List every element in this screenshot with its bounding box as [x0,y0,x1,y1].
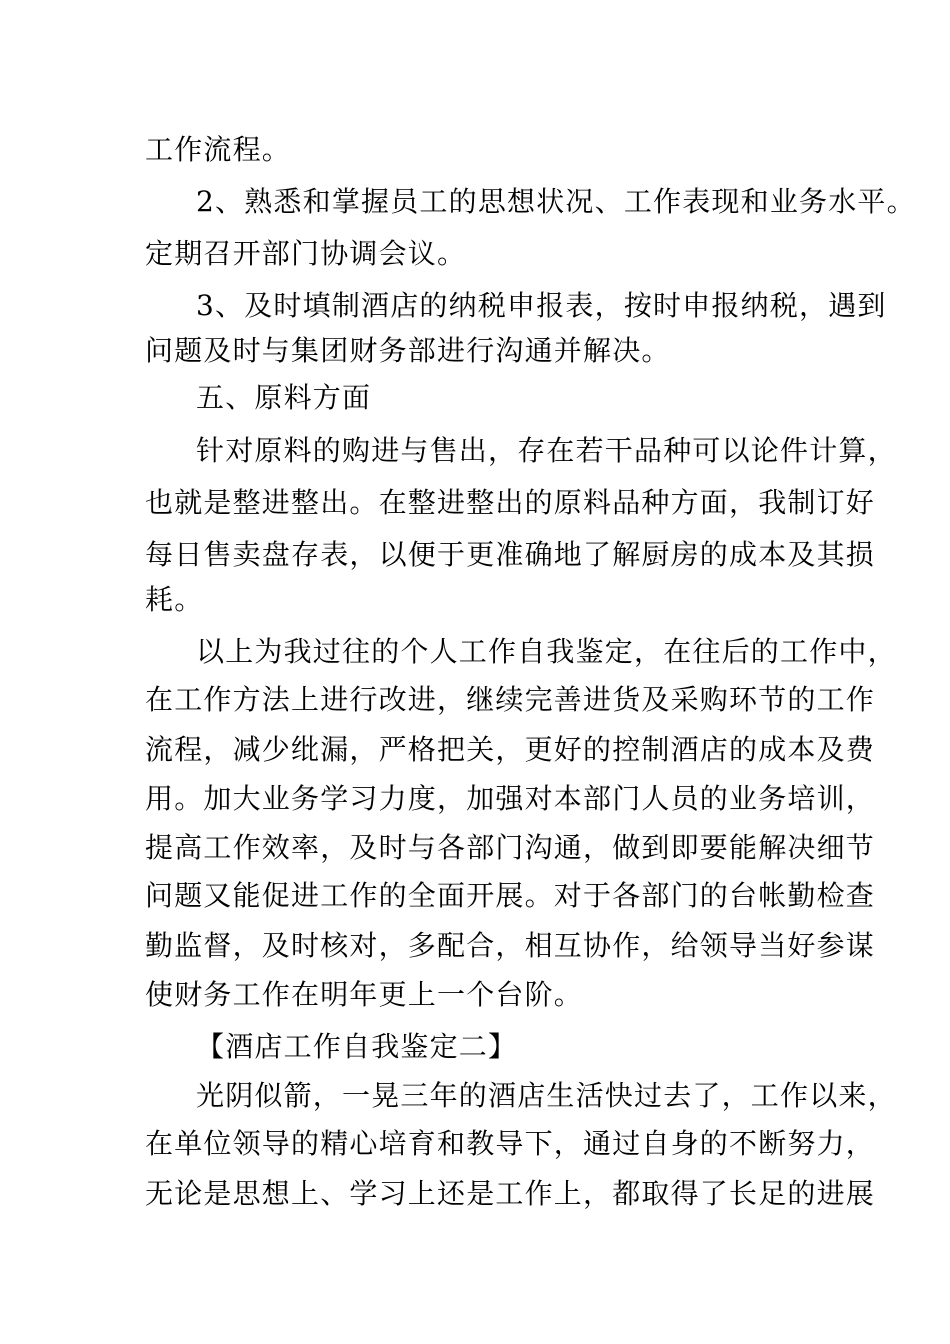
section-heading: 五、原料方面 [196,381,372,414]
text-line: 在工作方法上进行改进，继续完善进货及采购环节的工作 [145,683,876,716]
text-line: 定期召开部门协调会议。 [145,237,467,270]
text-line: 在单位领导的精心培育和教导下，通过自身的不断努力， [145,1127,876,1160]
text-line: 2、熟悉和掌握员工的思想状况、工作表现和业务水平。 [196,185,916,218]
text-line: 光阴似箭，一晃三年的酒店生活快过去了，工作以来， [196,1079,897,1112]
section-heading: 【酒店工作自我鉴定二】 [196,1030,518,1063]
text-line: 针对原料的购进与售出，存在若干品种可以论件计算， [196,434,897,467]
text-line: 工作流程。 [145,133,292,166]
text-line: 每日售卖盘存表，以便于更准确地了解厨房的成本及其损 [145,538,876,571]
text-line: 用。加大业务学习力度，加强对本部门人员的业务培训， [145,782,876,815]
text-line: 勤监督，及时核对，多配合，相互协作，给领导当好参谋 [145,929,876,962]
text-line: 也就是整进整出。在整进整出的原料品种方面，我制订好 [145,486,876,519]
text-line: 提高工作效率，及时与各部门沟通，做到即要能解决细节 [145,831,876,864]
text-line: 流程，减少纰漏，严格把关，更好的控制酒店的成本及费 [145,733,876,766]
text-line: 以上为我过往的个人工作自我鉴定，在往后的工作中， [196,635,897,668]
text-line: 无论是思想上、学习上还是工作上，都取得了长足的进展 [145,1177,876,1210]
text-line: 3、及时填制酒店的纳税申报表，按时申报纳税，遇到 [196,289,887,322]
text-line: 使财务工作在明年更上一个台阶。 [145,978,584,1011]
text-line: 问题及时与集团财务部进行沟通并解决。 [145,334,671,367]
text-line: 问题又能促进工作的全面开展。对于各部门的台帐勤检查 [145,879,876,912]
text-line: 耗。 [145,583,204,616]
